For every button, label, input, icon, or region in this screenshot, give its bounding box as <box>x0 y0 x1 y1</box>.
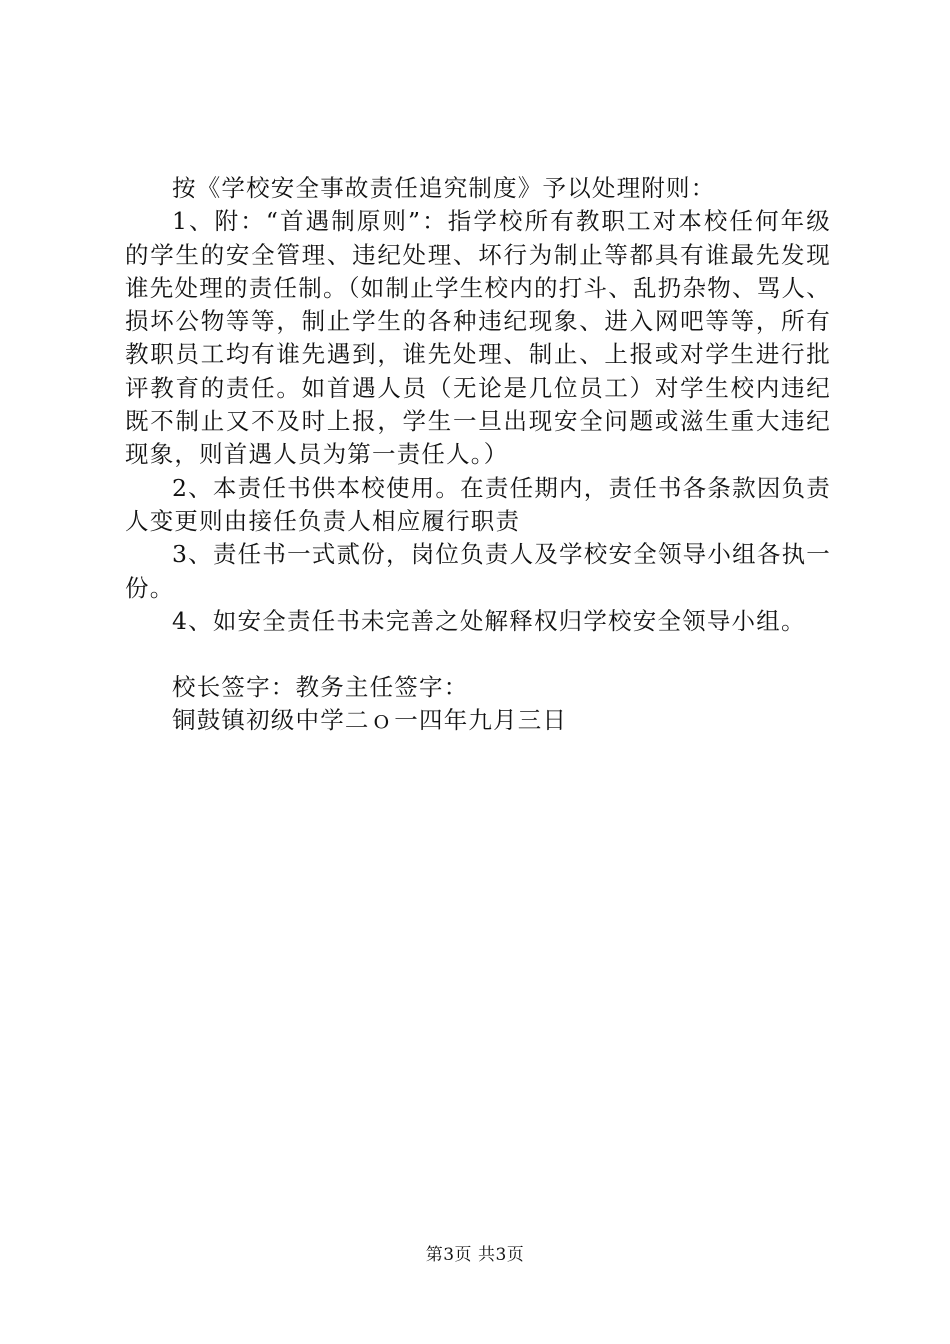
signature-line: 校长签字：教务主任签字： <box>172 673 469 702</box>
paragraph-intro: 按《学校安全事故责任追究制度》予以处理附则： <box>172 174 716 202</box>
paragraph-spacer <box>125 638 831 671</box>
paragraph-clause-2: 2、本责任书供本校使用。在责任期内，责任书各条款因负责人变更则由接任负责人相应履行职责 <box>125 473 831 535</box>
paragraph-clause-4: 4、如安全责任书未完善之处解释权归学校安全领导小组。 <box>172 606 806 635</box>
paragraph-clause-3: 3、责任书一式贰份，岗位负责人及学校安全领导小组各执一份。 <box>125 540 831 602</box>
date-line: 铜鼓镇初级中学二ｏ一四年九月三日 <box>172 706 568 735</box>
paragraph-clause-1: 1、附：“首遇制原则”：指学校所有教职工对本校任何年级的学生的安全管理、违纪处理、坏行为制止等都具有谁最先发现谁先处理的责任制。（如制止学生校内的打斗、乱扔杂物、骂人、损坏公物等等，制止学生的各种违纪现象、进入网吧等等，所有教职员工均有谁先遇到，谁先处理、制止、上报或对学生进行批评教育的责任。如首遇人员（无论是几位员工）对学生校内违纪既不制止又不及时上报，学生一旦出现安全问题或滋生重大违纪现象，则首遇人员为第一责任人。） <box>125 207 831 469</box>
page-number-footer: 第3页 共3页 <box>425 1245 525 1265</box>
document-body <box>125 172 831 738</box>
